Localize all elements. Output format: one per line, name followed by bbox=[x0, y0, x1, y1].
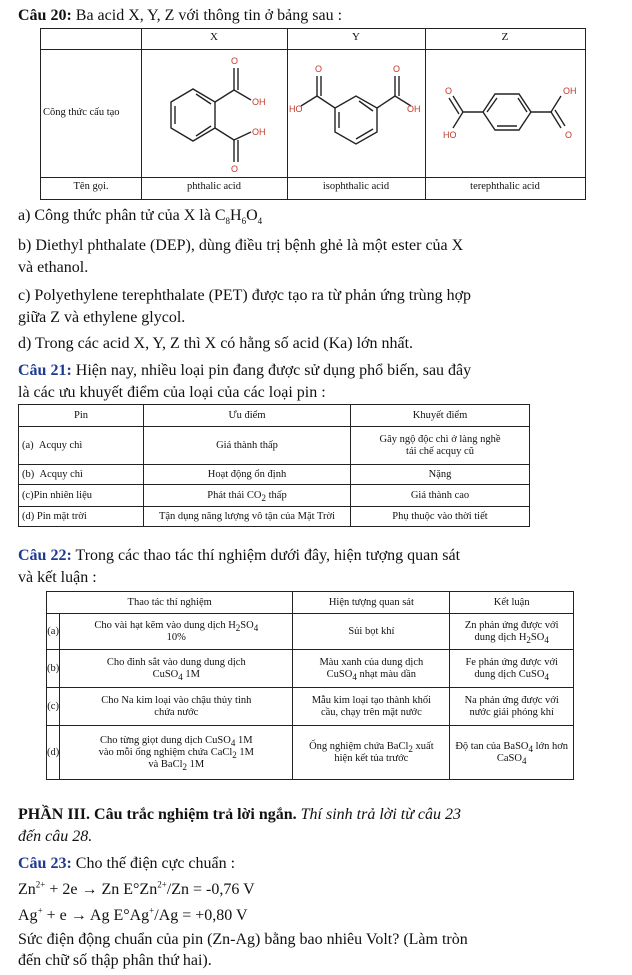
experiment-table bbox=[46, 591, 574, 780]
q20-statement-b1: b) Diethyl phthalate (DEP), dùng điều trị bệnh ghẻ là một ester của X bbox=[18, 237, 464, 254]
q22-number: Câu 22: bbox=[18, 547, 72, 564]
table-row: (b) Cho đinh sắt vào dung dung dịch CuSO$_4$ 1M Màu xanh của dung dịch CuSO$_4$ nhạt màu dần Fe phản ứng được với dung dịch CuSO$_4$ bbox=[47, 650, 574, 688]
oh-label: OH bbox=[252, 127, 266, 137]
table-row: (d) Pin mặt trời Tận dụng năng lượng vô tận của Mặt Trời Phụ thuộc vào thời tiết bbox=[19, 507, 530, 527]
q21-line2: là các ưu khuyết điểm của loại của các loại pin : bbox=[18, 384, 326, 401]
q20-statement-c2: giữa Z và ethylene glycol. bbox=[18, 309, 186, 326]
o-label: O bbox=[565, 130, 573, 140]
q23-equation-ag: Ag+ + e → Ag E°Ag+/Ag = +0,80 V bbox=[18, 905, 248, 924]
part3-heading: PHẦN III. Câu trắc nghiệm trả lời ngắn. Thí sinh trả lời từ câu 23 bbox=[18, 806, 462, 823]
acid-table bbox=[40, 28, 586, 200]
header-z: Z bbox=[501, 31, 509, 43]
o-label: O bbox=[231, 164, 239, 174]
q23-equation-zn: $Zn^{2+} + 2e \to Zn$ $E^\circ Zn^{2+}/Zn = -0,76$ V bbox=[18, 879, 255, 898]
q23-question-line2: đến chữ số thập phân thứ hai). bbox=[18, 952, 212, 969]
q23-number: Câu 23: bbox=[18, 855, 72, 872]
table-row: (a) Cho vài hạt kẽm vào dung dịch $H_2SO_4$ 10% Sủi bọt khí Zn phản ứng được với dung dịch $H_2SO_4$ bbox=[47, 614, 574, 650]
o-label: O bbox=[315, 64, 323, 74]
o-label: O bbox=[445, 86, 453, 96]
table-row: (d) Cho từng giọt dung dịch CuSO$_4$ 1M vào mỗi ống nghiệm chứa CaCl$_2$ 1M và BaCl$_2$ 1M Ống nghiệm chứa BaCl$_2$ xuất hiện kết tủa trước Độ tan của BaSO$_4$ lớn hơn CaSO$_4$ bbox=[47, 726, 574, 780]
q20-statement-c1: c) Polyethylene terephthalate (PET) được tạo ra từ phản ứng trùng hợp bbox=[18, 287, 472, 304]
q22-line2: và kết luận : bbox=[18, 569, 97, 586]
header-conclusion: Kết luận bbox=[450, 592, 574, 614]
oh-label: OH bbox=[563, 86, 577, 96]
q20-statement-b2: và ethanol. bbox=[18, 259, 89, 276]
q20-heading bbox=[18, 6, 342, 26]
battery-table bbox=[18, 404, 530, 527]
q22-heading: Câu 22: Trong các thao tác thí nghiệm dưới đây, hiện tượng quan sát bbox=[18, 547, 461, 564]
terephthalic-acid-structure bbox=[425, 50, 585, 176]
table-row: (c) Cho Na kim loại vào chậu thủy tinh chứa nước Mẫu kim loại tạo thành khối cầu, chạy trên mặt nước Na phản ứng được với nước giải phóng khí bbox=[47, 688, 574, 726]
q20-number: Câu 20: bbox=[18, 7, 72, 24]
phthalic-acid-structure bbox=[141, 50, 287, 176]
table-row: (b) Acquy chì Hoạt động ổn định Nặng bbox=[19, 465, 530, 485]
q21-number: Câu 21: bbox=[18, 362, 72, 379]
q20-intro: Ba acid X, Y, Z với thông tin ở bảng sau : bbox=[71, 7, 343, 24]
q20-statement-d: d) Trong các acid X, Y, Z thì X có hằng số acid (Ka) lớn nhất. bbox=[18, 335, 414, 352]
header-disadvantage: Khuyết điểm bbox=[351, 405, 530, 427]
q21-heading: Câu 21: Hiện nay, nhiều loại pin đang được sử dụng phổ biến, sau đây bbox=[18, 362, 472, 379]
part3-title: PHẦN III. Câu trắc nghiệm trả lời ngắn. bbox=[18, 806, 297, 823]
name-isophthalic: isophthalic acid bbox=[322, 181, 390, 192]
isophthalic-acid-structure bbox=[287, 50, 425, 176]
q20-statement-a: a) Công thức phân tử của X là $C_8H_6O_4$ bbox=[18, 207, 263, 227]
q23-question-line1: Sức điện động chuẩn của pin (Zn-Ag) bằng bao nhiêu Volt? (Làm tròn bbox=[18, 931, 468, 948]
header-pin: Pin bbox=[19, 405, 144, 427]
header-operation: Thao tác thí nghiệm bbox=[47, 592, 293, 614]
part3-instruction: đến câu 28. bbox=[18, 828, 93, 845]
name-phthalic: phthalic acid bbox=[187, 181, 241, 192]
oh-label: OH bbox=[407, 104, 421, 114]
header-observation: Hiện tượng quan sát bbox=[293, 592, 450, 614]
header-y: Y bbox=[352, 31, 360, 43]
ho-label: HO bbox=[289, 104, 303, 114]
header-advantage: Ưu điểm bbox=[144, 405, 351, 427]
o-label: O bbox=[231, 56, 239, 66]
header-x: X bbox=[210, 31, 218, 43]
oh-label: OH bbox=[252, 97, 266, 107]
table-row: (c)Pin nhiên liệu Phát thải $CO_2$ thấp Giá thành cao bbox=[19, 485, 530, 507]
ho-label: HO bbox=[443, 130, 457, 140]
name-terephthalic: terephthalic acid bbox=[470, 181, 540, 192]
table-row: (a) Acquy chì Giá thành thấp Gây ngộ độc chì ở làng nghề tái chế acquy cũ bbox=[19, 427, 530, 465]
row-name-label: Tên gọi. bbox=[73, 181, 109, 192]
row-structure-label: Công thức cấu tạo bbox=[43, 107, 120, 118]
o-label: O bbox=[393, 64, 401, 74]
q23-heading: Câu 23: Cho thế điện cực chuẩn : bbox=[18, 855, 236, 872]
